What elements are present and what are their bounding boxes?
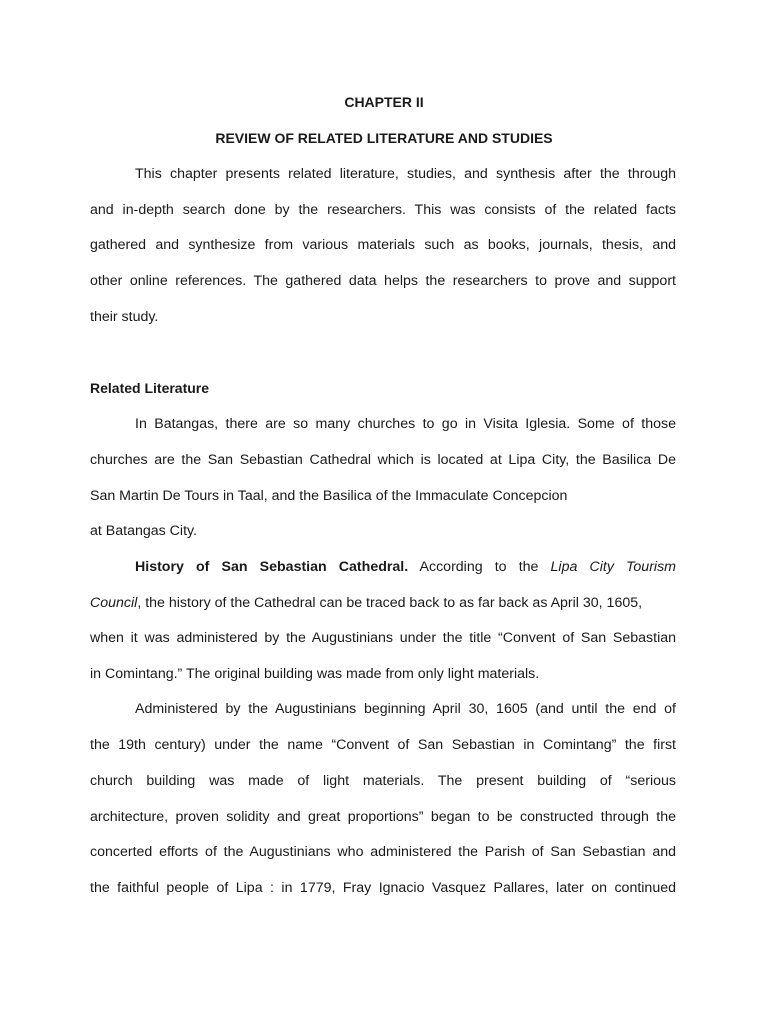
administered-line-3: church building was made of light materials. The present building of “serious: [90, 773, 676, 789]
source-name-part2: Council: [90, 595, 138, 611]
intro-line-3: gathered and synthesize from various materials such as books, journals, thesis, and: [90, 237, 676, 253]
administered-line-6: the faithful people of Lipa : in 1779, Fray Ignacio Vasquez Pallares, later on continued: [90, 880, 676, 896]
intro-line-2: and in-depth search done by the researchers. This was consists of the related facts: [90, 202, 676, 218]
churches-line-4: at Batangas City.: [90, 523, 197, 539]
administered-line-1: Administered by the Augustinians beginning April 30, 1605 (and until the end of: [135, 701, 676, 717]
history-line-2-rest: , the history of the Cathedral can be traced back to as far back as April 30, 1605,: [137, 595, 643, 611]
source-name-part1: Lipa City Tourism: [550, 559, 676, 575]
administered-line-2: the 19th century) under the name “Convent of San Sebastian in Comintang” the first: [90, 737, 676, 753]
history-line-4: in Comintang.” The original building was made from only light materials.: [90, 666, 540, 682]
churches-line-1: In Batangas, there are so many churches to go in Visita Iglesia. Some of those: [135, 416, 676, 432]
history-line-2: [90, 594, 642, 612]
administered-line-5: concerted efforts of the Augustinians who administered the Parish of San Sebastian and: [90, 844, 676, 860]
history-line-1: [135, 558, 676, 576]
chapter-label: CHAPTER II: [344, 94, 424, 110]
intro-line-4: other online references. The gathered data helps the researchers to prove and support: [90, 273, 676, 289]
section-heading: Related Literature: [90, 380, 210, 396]
administered-line-4: architecture, proven solidity and great proportions” began to be constructed through the: [90, 809, 676, 825]
churches-line-2: churches are the San Sebastian Cathedral which is located at Lipa City, the Basilica De: [90, 452, 676, 468]
history-subheading: History of San Sebastian Cathedral.: [135, 559, 409, 575]
churches-line-3: San Martin De Tours in Taal, and the Basilica of the Immaculate Concepcion: [90, 488, 568, 504]
intro-line-5: their study.: [90, 309, 159, 325]
chapter-title: REVIEW OF RELATED LITERATURE AND STUDIES: [215, 130, 553, 146]
according-to-text: According to the: [419, 559, 539, 575]
intro-line-1: This chapter presents related literature, studies, and synthesis after the through: [135, 166, 676, 182]
history-line-3: when it was administered by the Augustinians under the title “Convent of San Sebastian: [90, 630, 676, 646]
